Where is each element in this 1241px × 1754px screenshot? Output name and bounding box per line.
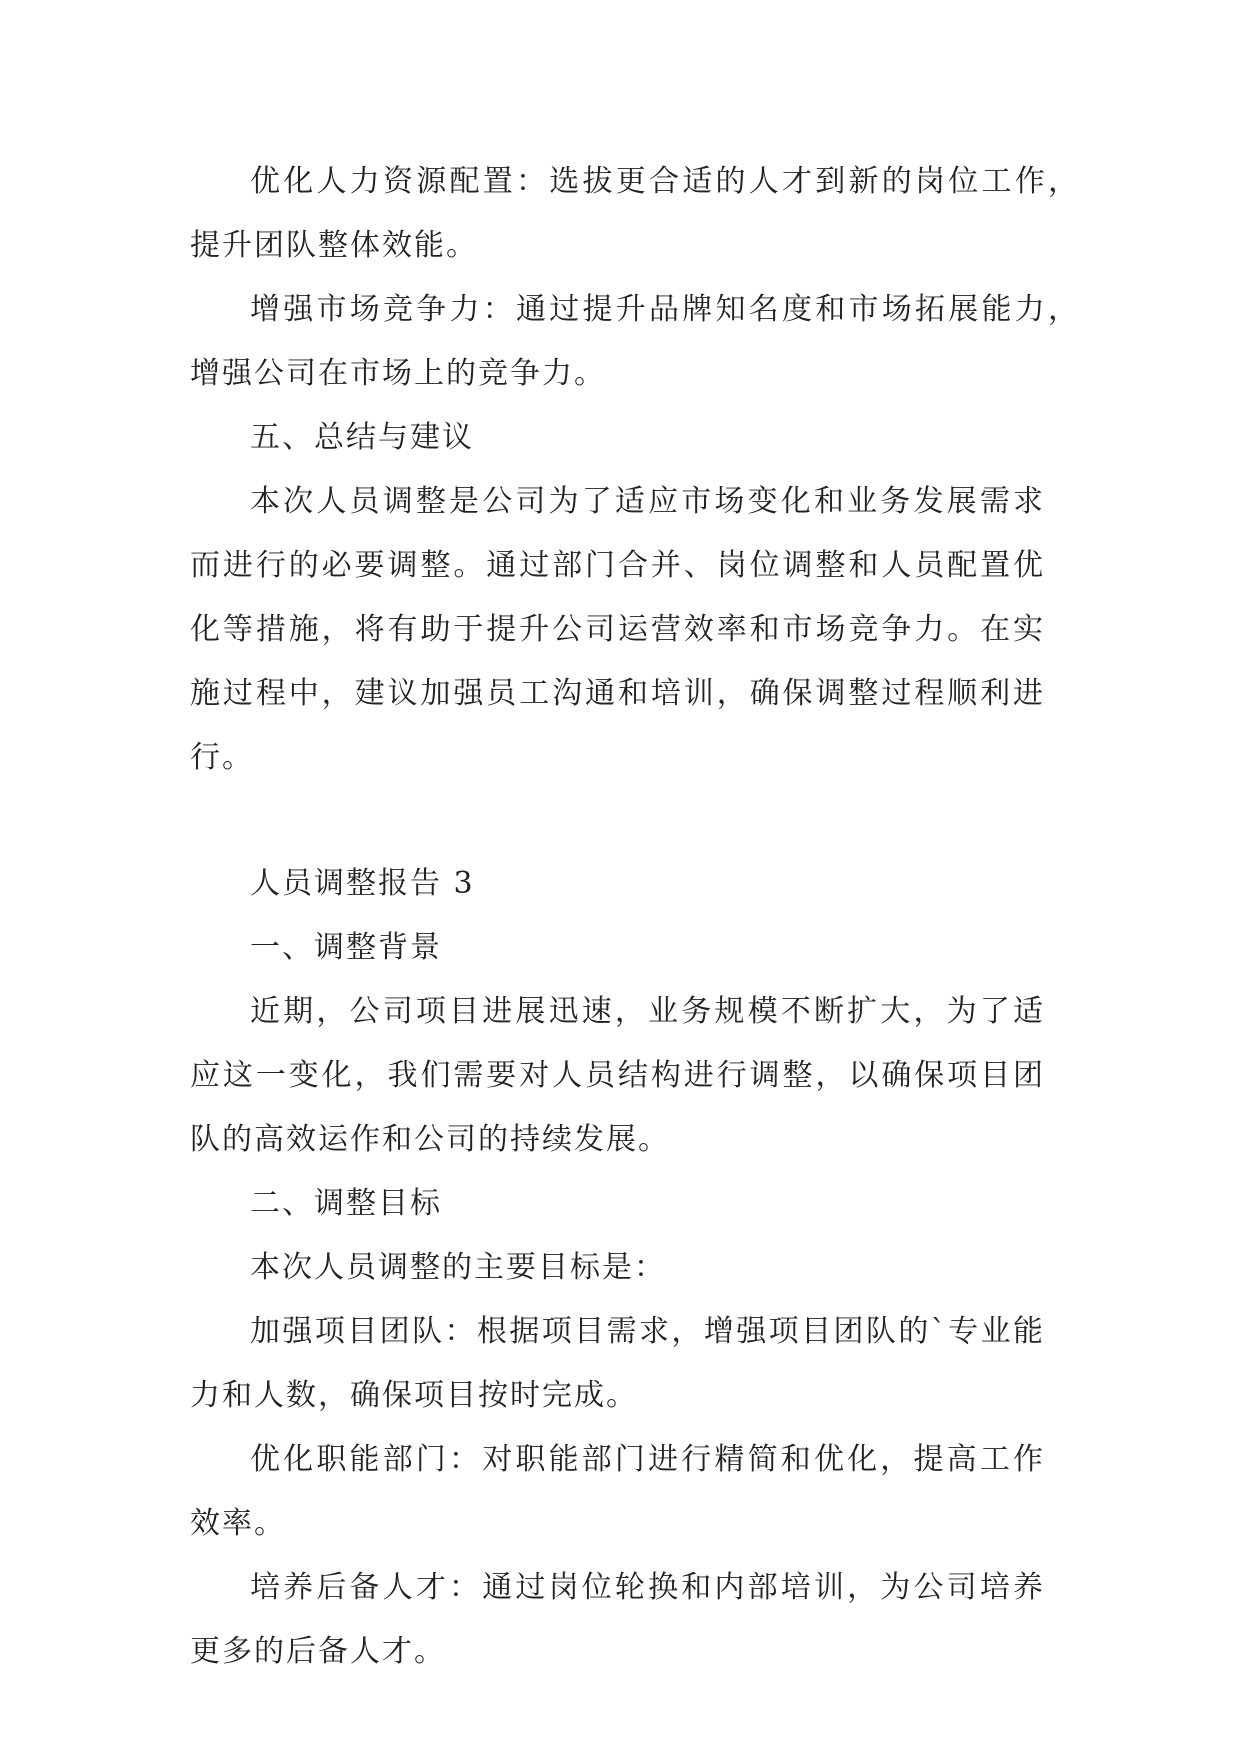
paragraph-enhance-competitiveness: 增强市场竞争力：通过提升品牌知名度和市场拓展能力，增强公司在市场上的竞争力。: [190, 292, 1080, 391]
paragraph-optimize-hr: 优化人力资源配置：选拔更合适的人才到新的岗位工作，提升团队整体效能。: [190, 164, 1080, 263]
section-heading-goals: 二、调整目标: [250, 1186, 442, 1221]
paragraph-background: 近期，公司项目进展迅速，业务规模不断扩大，为了适应这一变化，我们需要对人员结构进行调整，以确保项目团队的高效运作和公司的持续发展。: [190, 994, 1045, 1157]
section-heading-summary: 五、总结与建议: [250, 420, 474, 455]
paragraph-goal-intro: 本次人员调整的主要目标是：: [250, 1250, 666, 1285]
paragraph-goal-project-team: 加强项目团队：根据项目需求，增强项目团队的`专业能力和人数，确保项目按时完成。: [190, 1314, 1045, 1413]
paragraph-goal-functional-departments: 优化职能部门：对职能部门进行精简和优化，提高工作效率。: [190, 1442, 1045, 1541]
section-heading-background: 一、调整背景: [250, 930, 442, 965]
paragraph-summary: 本次人员调整是公司为了适应市场变化和业务发展需求而进行的必要调整。通过部门合并、岗位调整和人员配置优化等措施，将有助于提升公司运营效率和市场竞争力。在实施过程中，建议加强员工沟通和培训，确保调整过程顺利进行。: [190, 484, 1045, 775]
paragraph-goal-reserve-talent: 培养后备人才：通过岗位轮换和内部培训，为公司培养更多的后备人才。: [190, 1570, 1045, 1669]
section-spacer: [190, 790, 1080, 852]
report-title: 人员调整报告 3: [250, 866, 475, 901]
document-body: [190, 150, 1080, 1684]
